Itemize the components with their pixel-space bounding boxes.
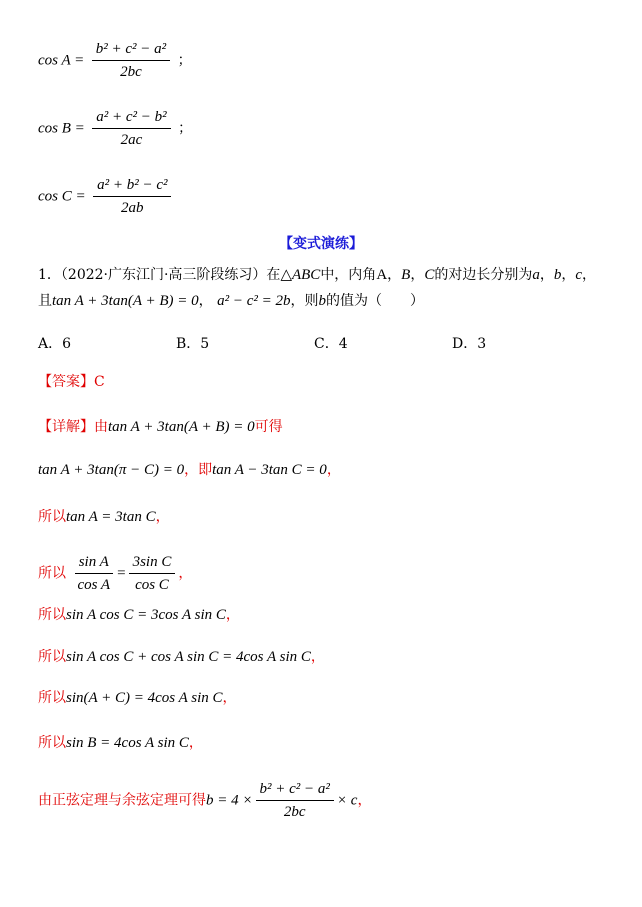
equals-sign: =	[117, 565, 126, 582]
step-text: ，	[326, 462, 341, 478]
question-text: ，则	[290, 293, 319, 309]
step-7	[38, 734, 203, 752]
answer-label: 【答案】	[38, 374, 94, 390]
step-6	[38, 689, 237, 707]
formula-tail: ；	[177, 52, 192, 69]
var-b: b	[318, 293, 326, 309]
detail-line	[38, 418, 283, 436]
var-a-upper: A	[376, 267, 388, 283]
fraction	[92, 108, 170, 149]
step-text: 所以	[38, 607, 66, 623]
step-text: ，	[178, 565, 193, 582]
condition-equation-2: a² − c² = 2b	[217, 293, 291, 309]
var-c: c	[575, 267, 583, 283]
step-text: ，	[357, 792, 372, 809]
fraction-numerator: a² + c² − b²	[92, 108, 170, 129]
step-text: 所以	[38, 565, 66, 582]
question-text: 且	[38, 293, 52, 309]
question-text: 中，内角	[320, 267, 377, 283]
question-source: 1．（2022·广东江门·高三阶段练习）在	[38, 267, 281, 283]
step-text: ，	[222, 690, 237, 706]
step-equation: × c	[336, 792, 358, 809]
fraction-numerator: a² + b² − c²	[93, 176, 171, 197]
option-b[interactable]: B．5	[176, 336, 210, 352]
step-5	[38, 648, 325, 666]
formula-cos-b	[38, 108, 192, 149]
condition-equation-1: tan A + 3tan(A + B) = 0	[52, 293, 199, 309]
step-equation: tan A − 3tan C = 0	[212, 462, 327, 478]
question-line-1	[38, 266, 596, 284]
fraction-numerator: b² + c² − a²	[256, 780, 334, 801]
fraction-denominator: 2bc	[283, 804, 306, 820]
step-8	[38, 780, 371, 821]
answer-line	[38, 373, 105, 391]
sep: ，	[198, 293, 213, 309]
step-text: ，	[188, 735, 203, 751]
question-text: 的值为（ ）	[325, 293, 424, 309]
step-text: ，	[310, 649, 325, 665]
detail-text: 可得	[254, 419, 283, 435]
fraction	[73, 553, 114, 594]
formula-lhs: cos C =	[38, 188, 86, 205]
fraction-numerator: b² + c² − a²	[92, 40, 170, 61]
fraction	[129, 553, 176, 594]
step-4	[38, 606, 240, 624]
option-a[interactable]: A．6	[38, 336, 72, 352]
sep: ，	[561, 267, 576, 283]
step-text: 所以	[38, 735, 66, 751]
detail-text: 由	[94, 419, 108, 435]
step-equation: sin(A + C) = 4cos A sin C	[66, 690, 223, 706]
answer-value: C	[94, 374, 105, 390]
var-b: b	[553, 267, 562, 283]
triangle-label: △ABC	[280, 267, 321, 283]
step-1	[38, 461, 341, 479]
fraction-denominator: 2ac	[120, 132, 143, 148]
section-title: 【变式演练】	[279, 236, 363, 252]
formula-lhs: cos B =	[38, 120, 85, 137]
sep: ，	[582, 267, 597, 283]
fraction	[93, 176, 171, 217]
step-text: 所以	[38, 690, 66, 706]
sep: ，	[410, 267, 425, 283]
fraction-denominator: 2ab	[121, 200, 144, 216]
step-text: ，	[225, 607, 240, 623]
detail-label: 【详解】	[38, 419, 94, 435]
step-text: ，	[155, 509, 170, 525]
fraction-numerator: sin A	[75, 553, 113, 574]
fraction-denominator: cos C	[135, 577, 169, 593]
fraction-denominator: 2bc	[120, 64, 142, 80]
var-a: a	[532, 267, 540, 283]
question-line-2	[38, 292, 424, 310]
step-3	[38, 553, 192, 594]
option-d[interactable]: D．3	[452, 336, 487, 352]
step-equation: sin B = 4cos A sin C	[66, 735, 189, 751]
var-b-upper: B	[401, 267, 411, 283]
step-equation: b = 4 ×	[206, 792, 253, 809]
step-2	[38, 508, 170, 526]
step-text: 所以	[38, 649, 66, 665]
step-equation: sin A cos C + cos A sin C = 4cos A sin C	[66, 649, 311, 665]
detail-equation: tan A + 3tan(A + B) = 0	[108, 419, 255, 435]
formula-lhs: cos A =	[38, 52, 85, 69]
formula-tail: ；	[178, 120, 193, 137]
fraction-denominator: cos A	[77, 577, 111, 593]
sep: ，	[387, 267, 402, 283]
step-equation: tan A = 3tan C	[66, 509, 156, 525]
formula-cos-c	[38, 176, 174, 217]
option-c[interactable]: C．4	[314, 336, 348, 352]
question-text: 的对边长分别为	[434, 267, 533, 283]
formula-cos-a	[38, 40, 192, 81]
step-equation: sin A cos C = 3cos A sin C	[66, 607, 226, 623]
fraction-numerator: 3sin C	[129, 553, 176, 574]
step-equation: tan A + 3tan(π − C) = 0	[38, 462, 185, 478]
sep: ，	[539, 267, 554, 283]
step-text: ，即	[184, 462, 213, 478]
step-text: 由正弦定理与余弦定理可得	[38, 792, 206, 809]
fraction	[92, 40, 170, 81]
var-c-upper: C	[424, 267, 435, 283]
fraction	[256, 780, 334, 821]
step-text: 所以	[38, 509, 66, 525]
